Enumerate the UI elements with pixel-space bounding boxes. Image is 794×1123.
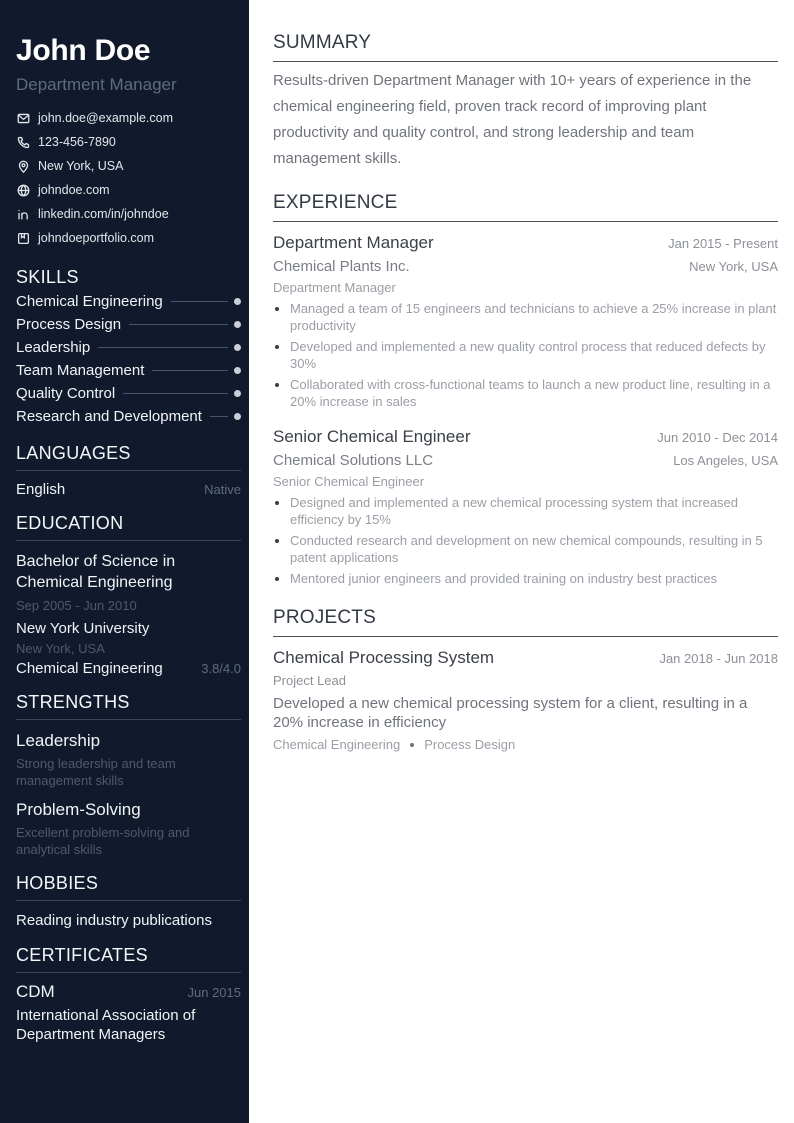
skill-level-dot [234,298,241,305]
strength-item [16,799,241,858]
job-entry [273,232,778,410]
education-location: New York, USA [16,641,105,656]
skill-label: Team Management [16,362,145,379]
project-title: Chemical Processing System [273,648,495,667]
skill-item [16,336,241,359]
skill-label: Quality Control [16,385,116,402]
summary-heading: SUMMARY [273,32,778,62]
phone-icon [16,135,30,149]
education-degree: Bachelor of Science in Chemical Engineering [16,553,176,591]
skill-label: Research and Development [16,408,202,425]
skills-heading: SKILLS [16,267,79,287]
contact-text: john.doe@example.com [38,111,173,125]
skill-level-dot [234,344,241,351]
experience-heading: EXPERIENCE [273,192,778,222]
job-role: Department Manager [16,75,177,94]
skill-divider [152,370,228,371]
language-item [16,481,241,498]
globe-icon [16,183,30,197]
summary-text: Results-driven Department Manager with 10+ years of experience in the chemical engineering field, proven track record of improving plant productivity and quality control, and strong leadership and team management skills. [273,72,752,167]
job-location: New York, USA [689,259,778,274]
education-school: New York University [16,620,150,637]
contact-list [16,106,241,250]
summary-section [273,32,778,172]
projects-section [273,607,778,752]
certificates-heading: CERTIFICATES [16,944,241,973]
skill-divider [123,393,228,394]
contact-text: 123-456-7890 [38,135,116,149]
job-highlight: Mentored junior engineers and provided training on industry best practices [273,570,778,587]
job-position: Senior Chemical Engineer [273,474,425,489]
linkedin-icon [16,207,30,221]
job-location: Los Angeles, USA [673,453,778,468]
job-dates: Jan 2015 - Present [668,236,778,251]
education-area: Chemical Engineering [16,660,163,677]
job-title: Department Manager [273,233,434,252]
strength-title: Problem-Solving [16,800,141,819]
education-dates: Sep 2005 - Jun 2010 [16,598,137,613]
project-role: Project Lead [273,673,346,688]
location-pin-icon [16,159,30,173]
skill-item [16,359,241,382]
skill-label: Process Design [16,316,122,333]
contact-linkedin[interactable] [16,202,241,226]
strengths-heading: STRENGTHS [16,691,241,720]
contact-text: johndoeportfolio.com [38,231,155,245]
job-highlights [273,300,778,410]
skill-divider [171,301,228,302]
skill-divider [98,347,228,348]
main-content [273,32,778,752]
portfolio-icon [16,231,30,245]
skill-label: Chemical Engineering [16,293,163,310]
contact-location [16,154,241,178]
hobby-item: Reading industry publications [16,912,212,929]
job-header [273,232,778,254]
job-title: Senior Chemical Engineer [273,427,471,446]
strength-item [16,730,241,789]
project-tags [273,737,778,752]
job-entry [273,426,778,587]
language-name: English [16,481,66,498]
skill-level-dot [234,321,241,328]
sidebar [0,0,249,1123]
education-item [16,551,241,677]
project-tag: Process Design [424,737,516,752]
skill-label: Leadership [16,339,91,356]
certificate-issuer: International Association of Department Managers [16,1007,196,1043]
hobbies-heading: HOBBIES [16,872,241,901]
contact-portfolio[interactable] [16,226,241,250]
job-highlight: Managed a team of 15 engineers and technicians to achieve a 25% increase in plant productivity [273,300,778,334]
education-area-row [16,660,241,677]
contact-website[interactable] [16,178,241,202]
strength-description: Excellent problem-solving and analytical skills [16,825,190,857]
certificate-name: CDM [16,982,55,1001]
skill-level-dot [234,367,241,374]
contact-text: New York, USA [38,159,124,173]
skills-list [16,290,241,428]
skill-divider [129,324,228,325]
skill-item [16,405,241,428]
tag-separator [410,743,414,747]
skill-level-dot [234,413,241,420]
project-description: Developed a new chemical processing system for a client, resulting in a 20% increase in efficiency [273,695,748,731]
job-company: Chemical Solutions LLC [273,452,434,469]
job-highlight: Designed and implemented a new chemical processing system that increased efficiency by 15% [273,494,778,528]
projects-heading: PROJECTS [273,607,778,637]
project-entry [273,647,778,752]
contact-email[interactable] [16,106,241,130]
job-highlights [273,494,778,587]
languages-heading: LANGUAGES [16,442,241,471]
certificate-date: Jun 2015 [187,985,241,1000]
job-highlight: Conducted research and development on new chemical compounds, resulting in 5 patent applications [273,532,778,566]
skill-item [16,290,241,313]
mail-icon [16,111,30,125]
job-dates: Jun 2010 - Dec 2014 [657,430,778,445]
language-level: Native [204,482,241,497]
skill-item [16,313,241,336]
project-header [273,647,778,669]
education-heading: EDUCATION [16,512,241,541]
project-tag: Chemical Engineering [273,737,401,752]
certificate-row [16,982,241,1002]
contact-text: johndoe.com [38,183,110,197]
job-highlight: Collaborated with cross-functional teams to launch a new product line, resulting in a 20% increase in sales [273,376,778,410]
strength-title: Leadership [16,731,101,750]
job-company: Chemical Plants Inc. [273,258,410,275]
strength-description: Strong leadership and team management skills [16,756,176,788]
job-subheader [273,448,778,471]
job-highlight: Developed and implemented a new quality control process that reduced defects by 30% [273,338,778,372]
full-name: John Doe [16,34,151,67]
skill-divider [210,416,228,417]
job-subheader [273,254,778,277]
contact-phone[interactable] [16,130,241,154]
skill-level-dot [234,390,241,397]
certificate-item [16,982,241,1044]
education-score: 3.8/4.0 [201,661,241,676]
job-header [273,426,778,448]
project-dates: Jan 2018 - Jun 2018 [659,651,778,666]
job-position: Department Manager [273,280,396,295]
contact-text: linkedin.com/in/johndoe [38,207,169,221]
experience-section [273,192,778,587]
skill-item [16,382,241,405]
